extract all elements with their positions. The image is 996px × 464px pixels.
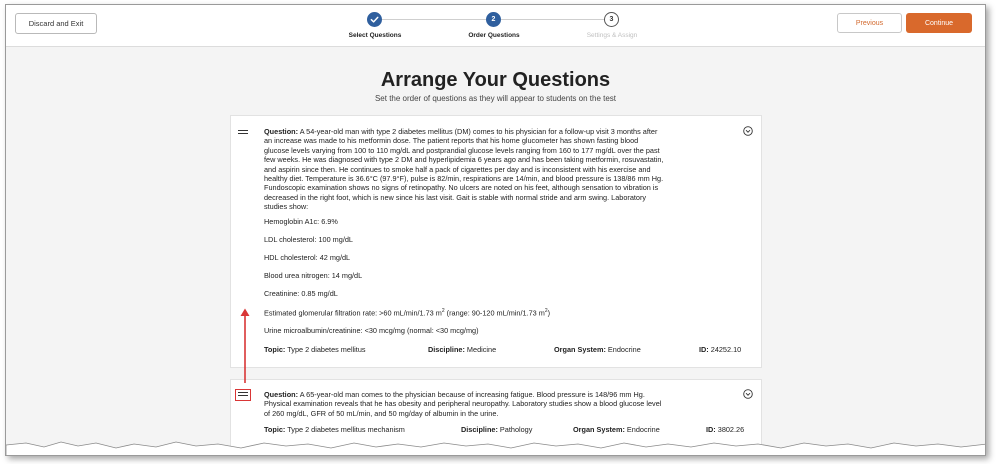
- question-text: [264, 390, 747, 418]
- stepper-connector: [382, 19, 494, 20]
- step-3-circle[interactable]: 3: [604, 12, 619, 27]
- page-title: Arrange Your Questions: [380, 69, 611, 91]
- drag-handle-icon[interactable]: [238, 130, 248, 135]
- lab-bun: Blood urea nitrogen: 14 mg/dL: [264, 271, 363, 280]
- step-3-label: Settings & Assign: [586, 32, 638, 39]
- lab-hba1c: Hemoglobin A1c: 6.9%: [264, 217, 338, 226]
- question-line: Physical examination reveals that he has obesity and peripheral neuropathy. Laboratory studies show a blood glucose level: [264, 399, 662, 409]
- lab-creatinine: Creatinine: 0.85 mg/dL: [264, 289, 338, 298]
- step-1-label: Select Questions: [348, 32, 402, 39]
- question-line: an increase was made to his metformin dose. The patient reports that his home glucometer has shown fasting blood: [264, 136, 639, 146]
- question-text: [264, 127, 747, 212]
- lab-egfr-close: ): [547, 308, 551, 318]
- question-card[interactable]: [230, 115, 762, 368]
- question-line: Fundoscopic examination shows no signs of retinopathy. No ulcers are noted on his feet, although sensation to vibration is: [264, 183, 659, 193]
- previous-button[interactable]: Previous: [837, 13, 902, 33]
- question-line: few weeks. He was diagnosed with type 2 DM and hyperlipidemia 6 years ago and has been taking metformin, rosuvastatin,: [264, 155, 664, 165]
- lab-egfr-range: (range: 90-120 mL/min/1.73 m: [444, 308, 545, 318]
- question-id: ID: 24252.10: [699, 345, 742, 354]
- question-line: and aspirin since then. He continues to smoke half a pack of cigarettes per day and is inconsistent with his exercise and: [264, 164, 651, 174]
- drag-handle-icon[interactable]: [235, 389, 251, 401]
- question-prefix: Question:: [264, 390, 299, 399]
- checkmark-icon: [370, 15, 379, 24]
- annotation-arrow-icon: [238, 307, 252, 385]
- stepper-connector: [501, 19, 607, 20]
- lab-hdl: HDL cholesterol: 42 mg/dL: [264, 253, 351, 262]
- lab-egfr-value: Estimated glomerular filtration rate: >60 mL/min/1.73 m: [264, 308, 442, 318]
- app-window: [5, 4, 986, 456]
- question-discipline: Discipline: Pathology: [461, 425, 533, 434]
- continue-button[interactable]: Continue: [906, 13, 972, 33]
- superscript: 2: [441, 308, 445, 314]
- question-discipline: Discipline: Medicine: [428, 345, 497, 354]
- question-line: healthy diet. Temperature is 36.6°C (97.9°F), pulse is 82/min, respirations are 14/min, and blood pressure is 138/86 mm Hg.: [264, 174, 664, 184]
- superscript: 2: [544, 308, 548, 314]
- question-line: decreased in the right foot, which is new since his last visit. Gait is stable with normal stride and arm swing. Laboratory: [264, 192, 647, 202]
- question-id: ID: 3802.26: [706, 425, 745, 434]
- question-line: studies show:: [264, 202, 309, 212]
- question-line: A 65-year-old man comes to the physician because of increasing fatigue. Blood pressure is 148/96 mm Hg.: [299, 390, 645, 399]
- question-line: glucose levels varying from 100 to 110 mg/dL and postprandial glucose levels ranging from 160 to 177 mg/dL over the past: [264, 145, 660, 155]
- lab-urine: Urine microalbumin/creatinine: <30 mcg/mg (normal: <30 mcg/mg): [264, 326, 479, 335]
- question-topic: Topic: Type 2 diabetes mellitus: [264, 345, 366, 354]
- lab-egfr: [264, 308, 550, 317]
- question-organ-system: Organ System: Endocrine: [573, 425, 660, 434]
- lab-ldl: LDL cholesterol: 100 mg/dL: [264, 235, 353, 244]
- question-prefix: Question:: [264, 127, 299, 136]
- top-bar: [6, 5, 985, 47]
- torn-edge: [6, 439, 986, 456]
- question-organ-system: Organ System: Endocrine: [554, 345, 641, 354]
- question-line: A 54-year-old man with type 2 diabetes mellitus (DM) comes to his physician for a follow-up visit 3 months after: [299, 127, 658, 136]
- page-subtitle: Set the order of questions as they will appear to students on the test: [374, 94, 617, 103]
- question-line: of 260 mg/dL, GFR of 50 mL/min, and 50 mg/day of albumin in the urine.: [264, 408, 499, 418]
- question-topic: Topic: Type 2 diabetes mellitus mechanism: [264, 425, 405, 434]
- step-2-label: Order Questions: [468, 32, 520, 39]
- discard-and-exit-button[interactable]: Discard and Exit: [15, 13, 97, 34]
- step-2-circle[interactable]: 2: [486, 12, 501, 27]
- step-1-circle[interactable]: [367, 12, 382, 27]
